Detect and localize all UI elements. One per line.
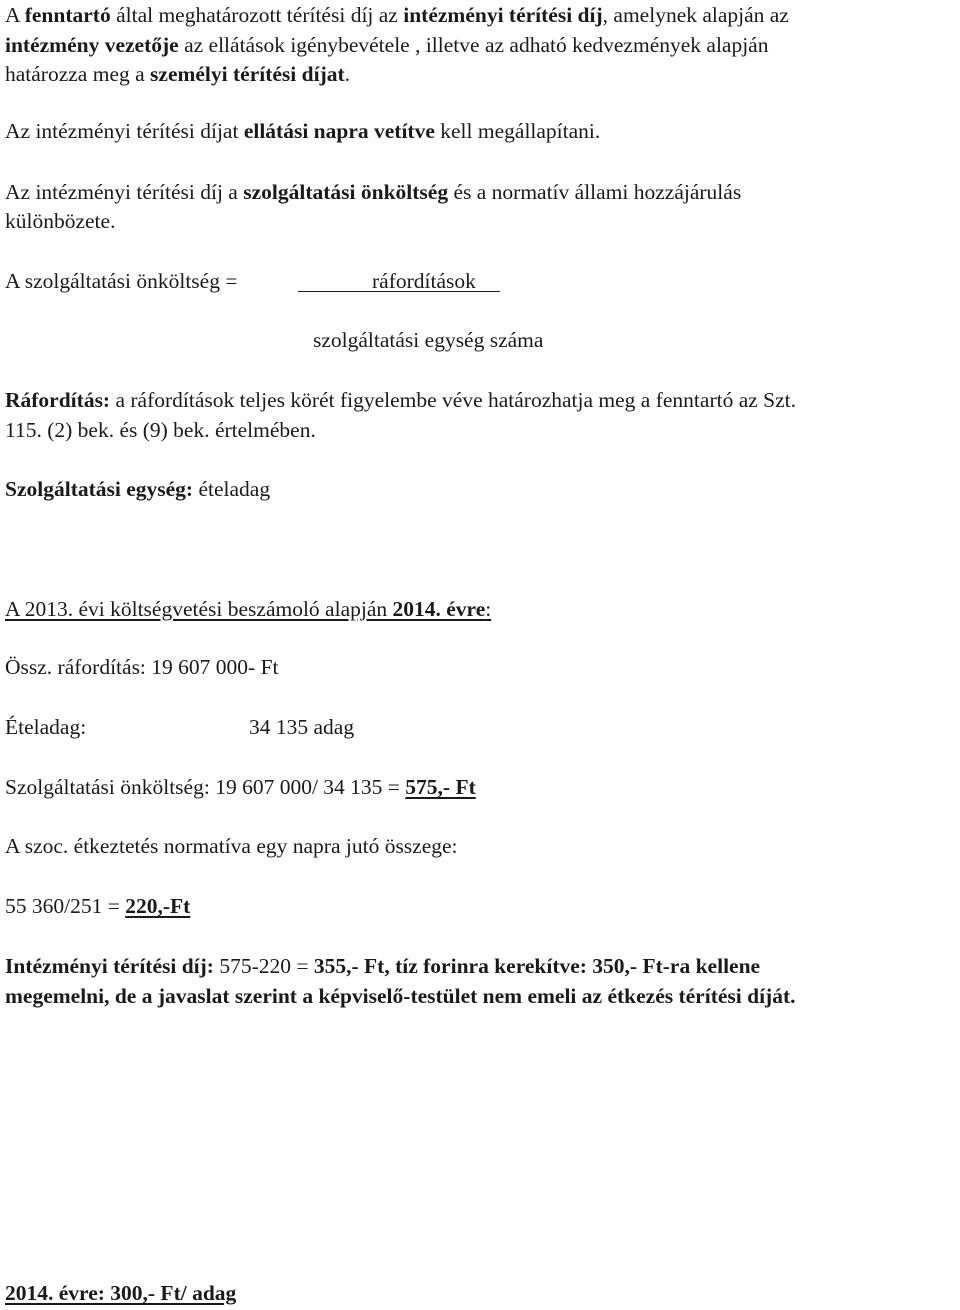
formula-lhs: [5, 266, 237, 296]
paragraph-2: [5, 116, 600, 146]
text: ráfordítások: [372, 269, 476, 293]
paragraph-11: [5, 891, 190, 921]
bold-text: ellátási napra vetítve: [243, 119, 435, 143]
text: a ráfordítások teljes körét figyelembe véve határozhatja meg a fenntartó az Szt.: [110, 388, 797, 412]
paragraph-8-value: [249, 712, 354, 742]
text: Az intézményi térítési díj a: [5, 180, 244, 204]
bold-text: fenntartó: [24, 3, 111, 27]
bold-text: szolgáltatási önköltség: [243, 180, 449, 204]
paragraph-3-line-1: [5, 177, 741, 207]
bold-text: 2014. évre: [392, 597, 486, 621]
text: és a normatív állami hozzájárulás: [448, 180, 742, 204]
paragraph-1-line-1: [5, 0, 789, 30]
text: , amelynek alapján az: [602, 3, 789, 27]
text: 115. (2) bek. és (9) bek. értelmében.: [5, 418, 316, 442]
paragraph-7: [5, 652, 279, 682]
paragraph-12-line-2: [5, 981, 796, 1011]
text: Szolgáltatási önköltség: 19 607 000/ 34 135 =: [5, 775, 406, 799]
text: A 2013. évi költségvetési beszámoló alapján: [5, 597, 393, 621]
bold-text: megemelni, de a javaslat szerint a képviselő-testület nem emeli az étkezés térítési díját.: [5, 984, 796, 1008]
text: által meghatározott térítési díj az: [110, 3, 404, 27]
text: az ellátások igénybevétele , illetve az adható kedvezmények alapján: [178, 33, 769, 57]
bold-text: intézményi térítési díj: [403, 3, 603, 27]
paragraph-8-label: [5, 712, 86, 742]
bold-underlined-text: 220,-Ft: [125, 894, 191, 918]
text: ételadag: [193, 477, 271, 501]
paragraph-12-line-1: [5, 951, 760, 981]
underlined-text: [5, 597, 491, 621]
text: szolgáltatási egység száma: [313, 328, 544, 352]
paragraph-9: [5, 772, 476, 802]
text: határozza meg a: [5, 62, 151, 86]
text: :: [485, 597, 492, 621]
bold-text: Intézményi térítési díj:: [5, 954, 214, 978]
paragraph-4-line-2: [5, 415, 316, 445]
paragraph-13: [5, 1278, 236, 1308]
text: 575-220 =: [213, 954, 314, 978]
text: Ételadag:: [5, 715, 87, 739]
bold-text: 355,- Ft, tíz forinra kerekítve: 350,- Ft-ra kellene: [313, 954, 761, 978]
paragraph-1-line-2: [5, 30, 768, 60]
text: .: [344, 62, 351, 86]
paragraph-10: [5, 831, 458, 861]
paragraph-1-line-3: [5, 59, 350, 89]
bold-underlined-text: 575,- Ft: [405, 775, 476, 799]
paragraph-6: [5, 594, 491, 624]
text: 55 360/251 =: [5, 894, 126, 918]
text: 34 135 adag: [249, 715, 355, 739]
text: A: [5, 3, 25, 27]
bold-underlined-text: 2014. évre: 300,- Ft/ adag: [5, 1281, 237, 1305]
paragraph-4-line-1: [5, 385, 796, 415]
text: A szolgáltatási önköltség =: [5, 269, 238, 293]
bold-text: intézmény vezetője: [5, 33, 179, 57]
text: Az intézményi térítési díjat: [5, 119, 244, 143]
bold-text: Szolgáltatási egység:: [5, 477, 194, 501]
formula-denominator: [313, 325, 543, 355]
paragraph-3-line-2: [5, 206, 115, 236]
bold-text: személyi térítési díjat: [150, 62, 345, 86]
text: kell megállapítani.: [434, 119, 601, 143]
fraction-bar: [298, 291, 500, 292]
text: különbözete.: [5, 209, 116, 233]
paragraph-5: [5, 474, 270, 504]
text: Össz. ráfordítás: 19 607 000- Ft: [5, 655, 279, 679]
text: A szoc. étkeztetés normatíva egy napra jutó összege:: [5, 834, 458, 858]
bold-text: Ráfordítás:: [5, 388, 111, 412]
